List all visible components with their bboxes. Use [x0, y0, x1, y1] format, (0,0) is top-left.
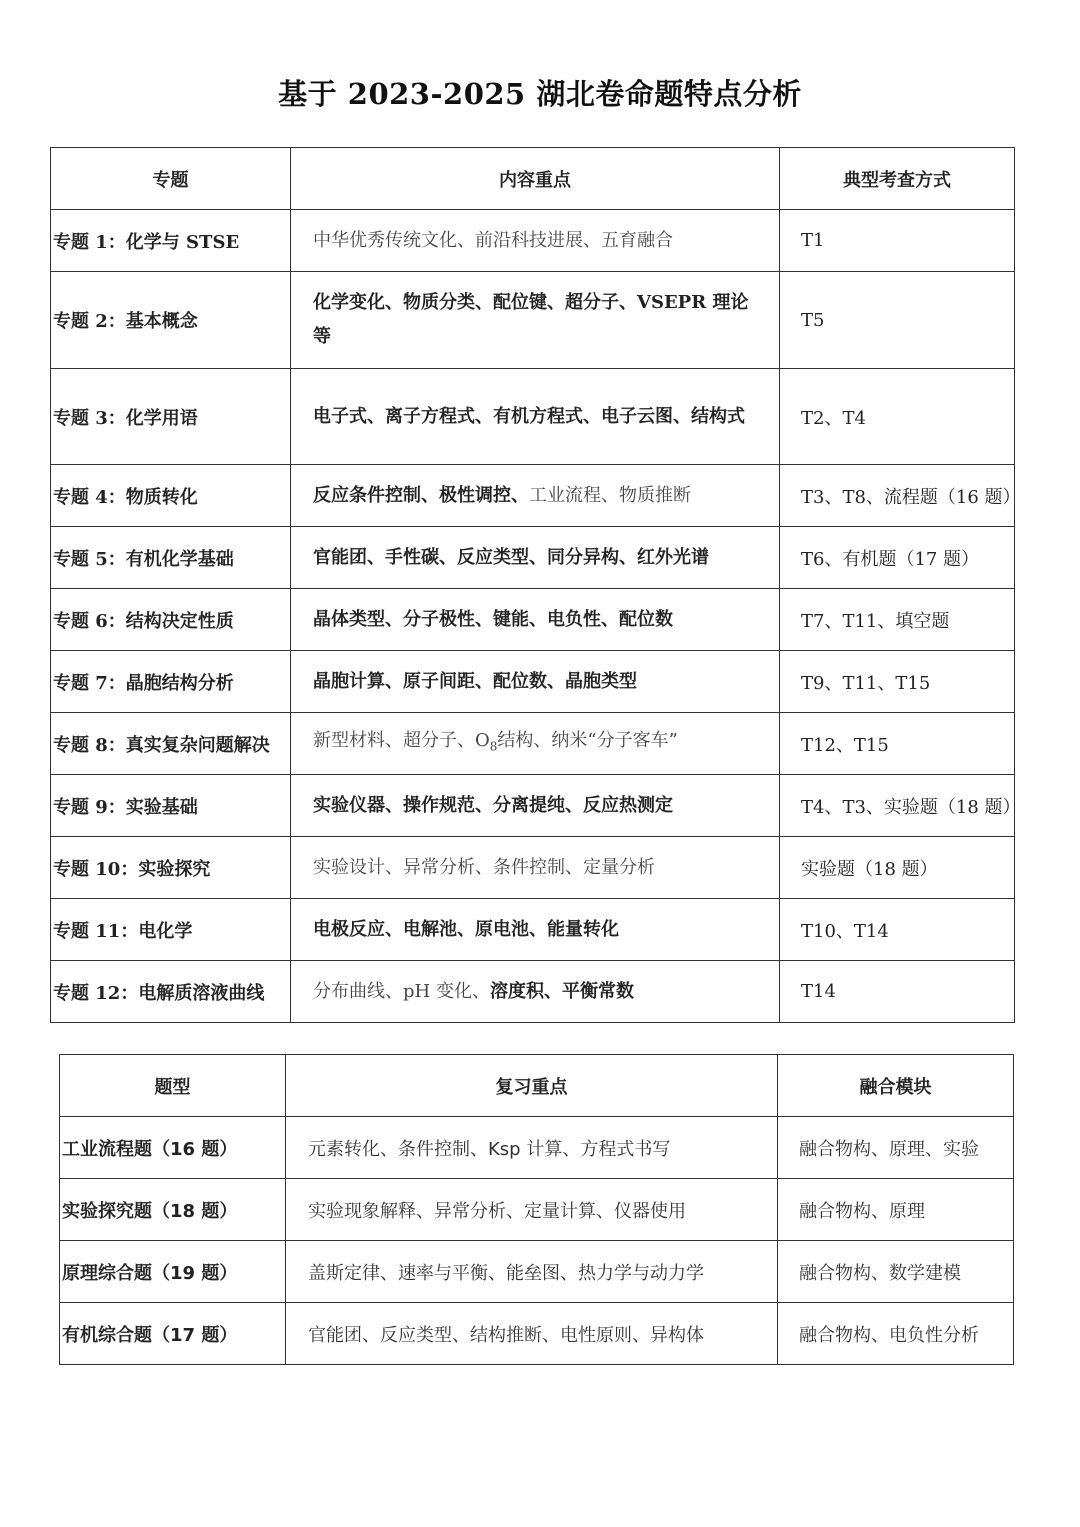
topic-cell: 专题 5：有机化学基础: [51, 527, 291, 589]
content-cell: [291, 713, 780, 775]
table-row: [51, 369, 1015, 465]
table-row: [51, 527, 1015, 589]
content-cell: 晶胞计算、原子间距、配位数、晶胞类型: [291, 651, 780, 713]
topic-cell: 专题 7：晶胞结构分析: [51, 651, 291, 713]
type-cell: 有机综合题（17 题）: [60, 1303, 286, 1365]
focus-cell: 元素转化、条件控制、Ksp 计算、方程式书写: [286, 1117, 778, 1179]
method-cell: T10、T14: [780, 899, 1015, 961]
table-row: [51, 837, 1015, 899]
topic-cell: 专题 12：电解质溶液曲线: [51, 961, 291, 1023]
table-row: [51, 210, 1015, 272]
table-row: [51, 651, 1015, 713]
topic-table: [50, 147, 1021, 1023]
content-bold-part: 溶度积、平衡常数: [489, 980, 634, 1002]
table-row: [60, 1241, 1014, 1303]
table-row: [51, 899, 1015, 961]
topic-cell: 专题 3：化学用语: [51, 369, 291, 465]
method-cell: T14: [780, 961, 1015, 1023]
table-row: [51, 272, 1015, 369]
question-type-table: [59, 1054, 1014, 1365]
method-cell: T4、T3、实验题（18 题）: [780, 775, 1015, 837]
topic-cell: 专题 2：基本概念: [51, 272, 291, 369]
table-row: [51, 775, 1015, 837]
method-cell: T9、T11、T15: [780, 651, 1015, 713]
method-cell: 实验题（18 题）: [780, 837, 1015, 899]
topic-cell: 专题 8：真实复杂问题解决: [51, 713, 291, 775]
header-focus: 复习重点: [286, 1055, 778, 1117]
content-cell: 电子式、离子方程式、有机方程式、电子云图、结构式: [291, 369, 780, 465]
method-cell: T12、T15: [780, 713, 1015, 775]
topic-cell: 专题 9：实验基础: [51, 775, 291, 837]
type-cell: 实验探究题（18 题）: [60, 1179, 286, 1241]
module-cell: 融合物构、电负性分析: [778, 1303, 1014, 1365]
table-row: [51, 465, 1015, 527]
topic-cell: 专题 10：实验探究: [51, 837, 291, 899]
module-cell: 融合物构、原理: [778, 1179, 1014, 1241]
topic-cell: 专题 1：化学与 STSE: [51, 210, 291, 272]
method-cell: T2、T4: [780, 369, 1015, 465]
content-text: 新型材料、超分子、O: [313, 729, 490, 751]
table-header-row: [51, 148, 1015, 210]
content-cell: 化学变化、物质分类、配位键、超分子、VSEPR 理论等: [291, 272, 780, 369]
content-light-part: 分布曲线、pH 变化、: [313, 980, 490, 1002]
method-cell: T5: [780, 272, 1015, 369]
type-cell: 工业流程题（16 题）: [60, 1117, 286, 1179]
content-cell: 中华优秀传统文化、前沿科技进展、五育融合: [291, 210, 780, 272]
content-cell: 实验设计、异常分析、条件控制、定量分析: [291, 837, 780, 899]
topic-cell: 专题 11：电化学: [51, 899, 291, 961]
module-cell: 融合物构、数学建模: [778, 1241, 1014, 1303]
method-cell: T6、有机题（17 题）: [780, 527, 1015, 589]
content-cell: 实验仪器、操作规范、分离提纯、反应热测定: [291, 775, 780, 837]
content-bold-part: 反应条件控制、极性调控、: [313, 484, 529, 506]
table-row: [51, 961, 1015, 1023]
table-row: [60, 1303, 1014, 1365]
header-method: 典型考查方式: [780, 148, 1015, 210]
module-cell: 融合物构、原理、实验: [778, 1117, 1014, 1179]
focus-cell: 实验现象解释、异常分析、定量计算、仪器使用: [286, 1179, 778, 1241]
header-type: 题型: [60, 1055, 286, 1117]
type-cell: 原理综合题（19 题）: [60, 1241, 286, 1303]
table-row: [60, 1117, 1014, 1179]
method-cell: T3、T8、流程题（16 题）: [780, 465, 1015, 527]
table-row: [51, 713, 1015, 775]
focus-cell: 盖斯定律、速率与平衡、能垒图、热力学与动力学: [286, 1241, 778, 1303]
content-cell: [291, 465, 780, 527]
table-row: [51, 589, 1015, 651]
content-cell: 晶体类型、分子极性、键能、电负性、配位数: [291, 589, 780, 651]
header-topic: 专题: [51, 148, 291, 210]
page-title: 基于 2023-2025 湖北卷命题特点分析: [278, 77, 802, 111]
method-cell: T1: [780, 210, 1015, 272]
method-cell: T7、T11、填空题: [780, 589, 1015, 651]
topic-cell: 专题 6：结构决定性质: [51, 589, 291, 651]
content-cell: 官能团、手性碳、反应类型、同分异构、红外光谱: [291, 527, 780, 589]
content-cell: 电极反应、电解池、原电池、能量转化: [291, 899, 780, 961]
table-header-row: [60, 1055, 1014, 1117]
content-light-part: 工业流程、物质推断: [529, 484, 691, 506]
content-cell: [291, 961, 780, 1023]
subscript: 8: [489, 739, 498, 754]
table-row: [60, 1179, 1014, 1241]
focus-cell: 官能团、反应类型、结构推断、电性原则、异构体: [286, 1303, 778, 1365]
content-text: 结构、纳米“分子客车”: [497, 729, 678, 751]
header-content: 内容重点: [291, 148, 780, 210]
topic-cell: 专题 4：物质转化: [51, 465, 291, 527]
header-module: 融合模块: [778, 1055, 1014, 1117]
